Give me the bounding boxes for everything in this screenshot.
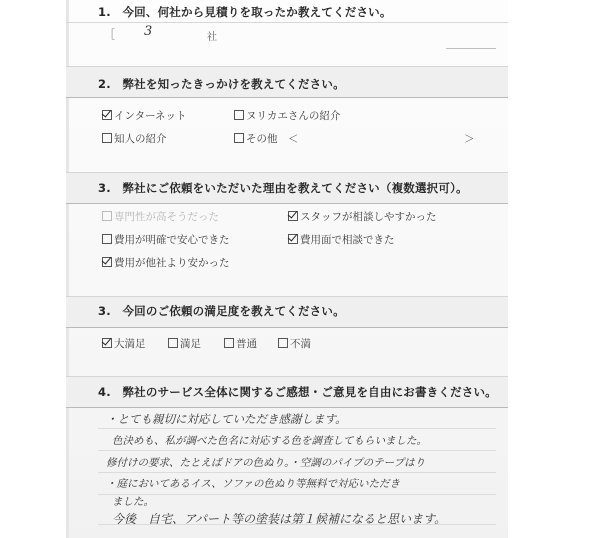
question-4-title: 4. 弊社のサービス全体に関するご感想・ご意見を自由にお書きください。 xyxy=(98,385,497,399)
question-3-title: 3. 弊社にご依頼をいただいた理由を教えてください（複数選択可）。 xyxy=(98,181,468,195)
checkbox xyxy=(102,234,112,244)
checkbox-checked xyxy=(102,257,112,267)
comment-line-2: 色決めも、私が調べた色名に対応する色を調査してもらいました。 xyxy=(112,435,427,447)
comment-line-3: 修付けの要求、たとえばドアの色ぬり。・空調のパイプのテープはり xyxy=(106,457,426,469)
checkbox xyxy=(168,338,178,348)
writing-line xyxy=(98,494,496,495)
checkbox xyxy=(102,211,112,221)
checkbox xyxy=(278,338,288,348)
comment-line-4: ・庭においてあるイス、ソファの色ぬり等無料で対応いただき xyxy=(106,478,400,490)
q3-option-cost-consult: 費用面で相談できた xyxy=(288,232,395,247)
q2-option-other: その他 ＜ xyxy=(234,131,299,146)
checkbox-checked xyxy=(102,338,112,348)
checkbox-checked xyxy=(102,110,112,120)
checkbox xyxy=(234,133,244,143)
q1-suffix: 社 xyxy=(207,32,217,43)
writing-line xyxy=(98,428,496,429)
q3b-option-satisfied: 満足 xyxy=(168,336,201,351)
comment-line-5: ました。 xyxy=(112,496,154,508)
q2-option-internet: インターネット xyxy=(102,108,187,123)
q3-option-expertise: 専門性が高そうだった xyxy=(102,209,219,224)
writing-line xyxy=(98,450,496,451)
checkbox xyxy=(102,133,112,143)
q1-mark xyxy=(446,48,496,49)
q3b-option-very-satisfied: 大満足 xyxy=(102,336,146,351)
q1-divider xyxy=(66,22,508,23)
q3-option-cheaper: 費用が他社より安かった xyxy=(102,255,230,270)
question-3b-title: 3. 今回のご依頼の満足度を教えてください。 xyxy=(98,304,345,318)
q1-answer: 3 xyxy=(144,24,153,39)
checkbox-checked xyxy=(288,234,298,244)
comment-line-6: 今後 自宅、アパート等の塗装は第１候補になると思います。 xyxy=(112,512,447,526)
checkbox xyxy=(224,338,234,348)
question-1-title: 1. 今回、何社から見積りを取ったか教えてください。 xyxy=(98,5,392,19)
writing-line xyxy=(98,472,496,473)
q2-option-nurikae: ヌリカエさんの紹介 xyxy=(234,108,340,123)
q3-option-staff: スタッフが相談しやすかった xyxy=(288,209,437,224)
q2-option-acquaintance: 知人の紹介 xyxy=(102,131,167,146)
q3-option-clear-cost: 費用が明確で安心できた xyxy=(102,232,230,247)
checkbox-checked xyxy=(288,211,298,221)
q3b-option-unsatisfied: 不満 xyxy=(278,336,311,351)
q1-bracket: ［ xyxy=(104,28,115,41)
comment-line-1: ・とても親切に対応していただき感謝します。 xyxy=(106,412,347,426)
question-2-title: 2. 弊社を知ったきっかけを教えてください。 xyxy=(98,77,345,91)
questionnaire-sheet xyxy=(66,0,508,538)
checkbox xyxy=(234,110,244,120)
q2-other-close: ＞ xyxy=(464,133,475,145)
q3b-option-neutral: 普通 xyxy=(224,336,257,351)
